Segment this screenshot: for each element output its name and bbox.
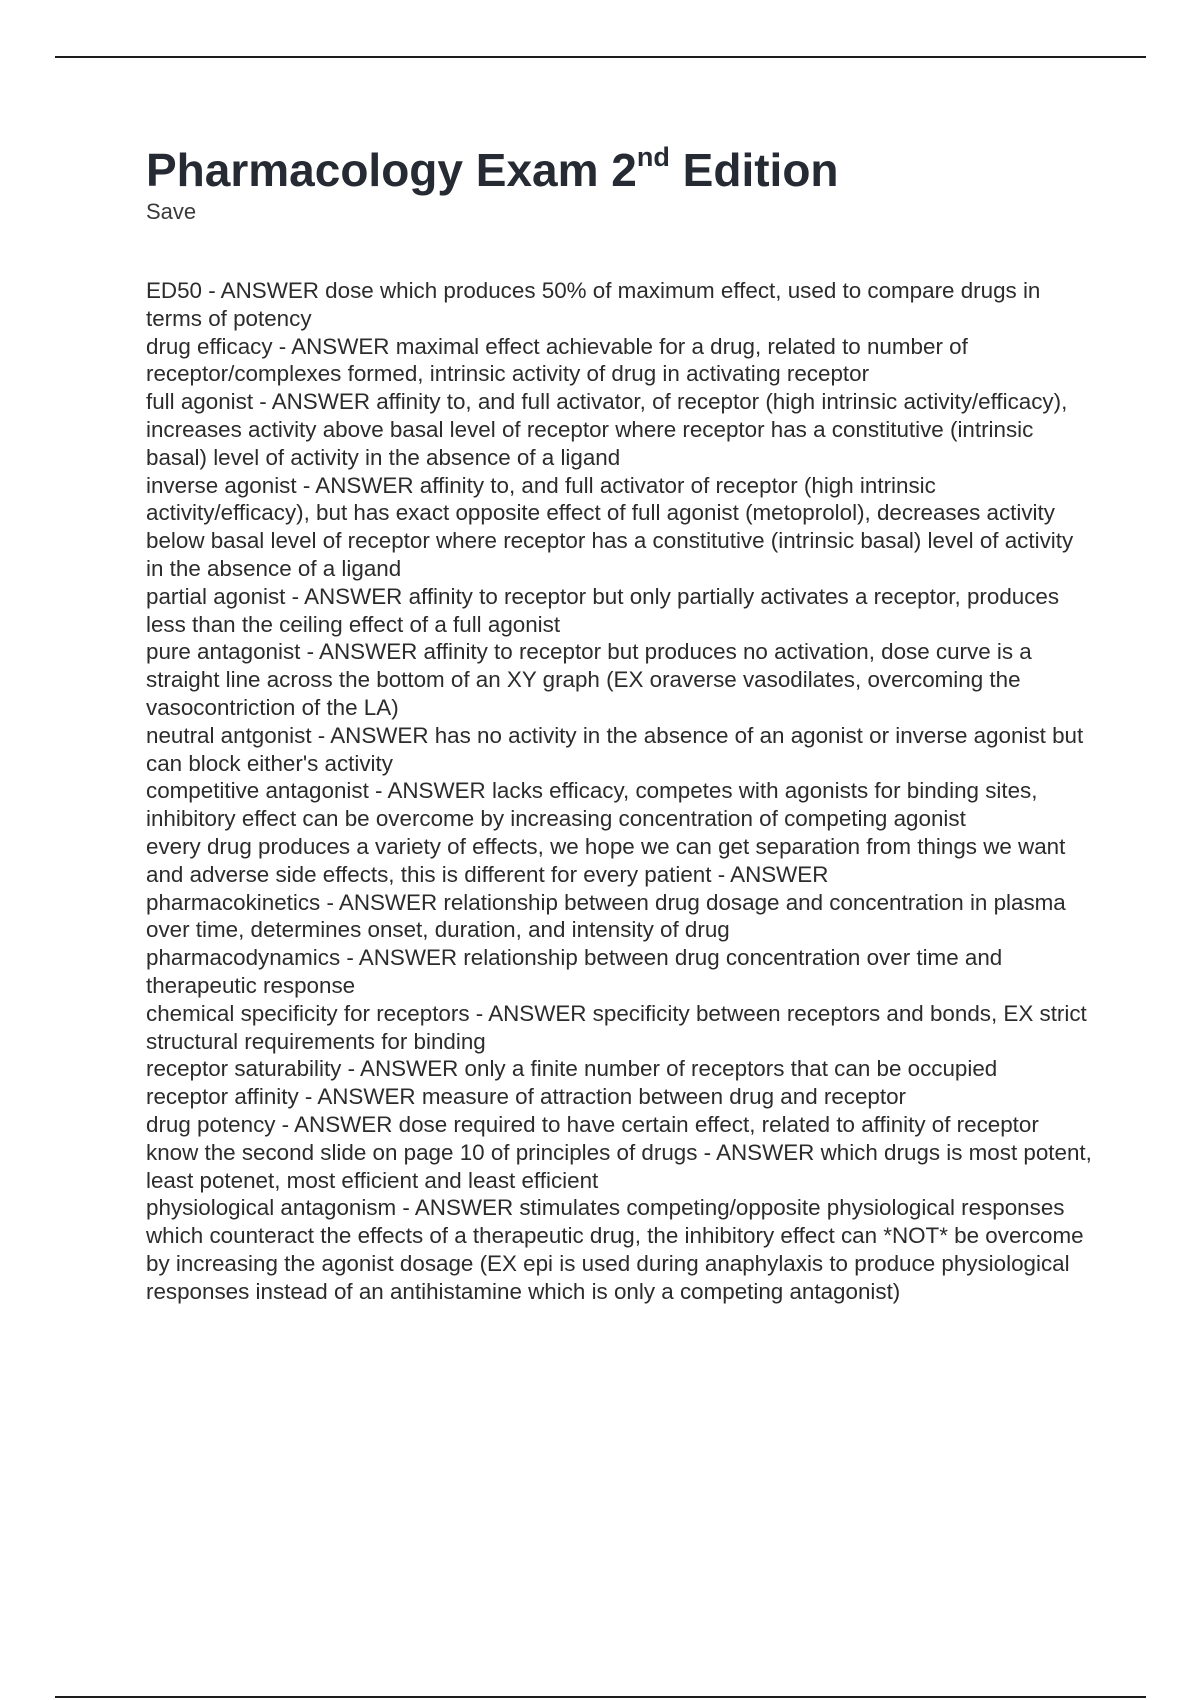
save-link[interactable]: Save [146, 199, 197, 224]
entry-partial-agonist: partial agonist - ANSWER affinity to receptor but only partially activates a receptor, produces less than the ceiling effect of a full agonist [146, 583, 1060, 637]
entry-receptor-affinity: receptor affinity - ANSWER measure of attraction between drug and receptor [146, 1084, 907, 1110]
title-superscript: nd [636, 141, 670, 172]
entry-pure-antagonist: pure antagonist - ANSWER affinity to receptor but produces no activation, dose curve is a straight line across the bottom of an XY graph (EX oraverse vasodilates, overcoming the vasocontriction of the LA) [146, 639, 1032, 720]
title-main: Pharmacology Exam 2 [146, 144, 637, 196]
entry-second-slide: know the second slide on page 10 of principles of drugs - ANSWER which drugs is most potent, least potenet, most efficient and least efficient [146, 1139, 1092, 1193]
entry-receptor-saturability: receptor saturability - ANSWER only a finite number of receptors that can be occupied [146, 1056, 998, 1082]
title-end: Edition [669, 144, 839, 196]
entry-drug-effects: every drug produces a variety of effects, we hope we can get separation from things we want and adverse side effects, this is different for every patient - ANSWER [146, 833, 1066, 887]
entry-drug-efficacy: drug efficacy - ANSWER maximal effect achievable for a drug, related to number of receptor/complexes formed, intrinsic activity of drug in activating receptor [146, 333, 968, 387]
bottom-rule [55, 1696, 1146, 1698]
document-content [146, 142, 1096, 1305]
document-body [146, 277, 1096, 1305]
entry-competitive-antagonist: competitive antagonist - ANSWER lacks efficacy, competes with agonists for binding sites, inhibitory effect can be overcome by increasing concentration of competing agonist [146, 778, 1038, 832]
entry-neutral-antagonist: neutral antgonist - ANSWER has no activity in the absence of an agonist or inverse agonist but can block either's activity [146, 722, 1084, 776]
entry-drug-potency: drug potency - ANSWER dose required to have certain effect, related to affinity of receptor [146, 1111, 1039, 1137]
entry-pharmacokinetics: pharmacokinetics - ANSWER relationship between drug dosage and concentration in plasma over time, determines onset, duration, and intensity of drug [146, 889, 1066, 943]
entry-full-agonist: full agonist - ANSWER affinity to, and full activator, of receptor (high intrinsic activity/efficacy), increases activity above basal level of receptor where receptor has a constitutive (intrinsic basal) level of activity in the absence of a ligand [146, 389, 1068, 470]
entry-physiological-antagonism: physiological antagonism - ANSWER stimulates competing/opposite physiological responses which counteract the effects of a therapeutic drug, the inhibitory effect can *NOT* be overcome by increasing the agonist dosage (EX epi is used during anaphylaxis to produce physiological responses instead of an antihistamine which is only a competing antagonist) [146, 1195, 1084, 1304]
entry-pharmacodynamics: pharmacodynamics - ANSWER relationship between drug concentration over time and therapeutic response [146, 945, 1003, 998]
top-rule [55, 56, 1146, 58]
page-title [146, 142, 1096, 198]
entry-chemical-specificity: chemical specificity for receptors - ANSWER specificity between receptors and bonds, EX strict structural requirements for binding [146, 1000, 1087, 1054]
entry-ed50: ED50 - ANSWER dose which produces 50% of maximum effect, used to compare drugs in terms of potency [146, 278, 1041, 331]
entry-inverse-agonist: inverse agonist - ANSWER affinity to, and full activator of receptor (high intrinsic activity/efficacy), but has exact opposite effect of full agonist (metoprolol), decreases activity below basal level of receptor where receptor has a constitutive (intrinsic basal) level of activity in the absence of a ligand [146, 472, 1074, 581]
